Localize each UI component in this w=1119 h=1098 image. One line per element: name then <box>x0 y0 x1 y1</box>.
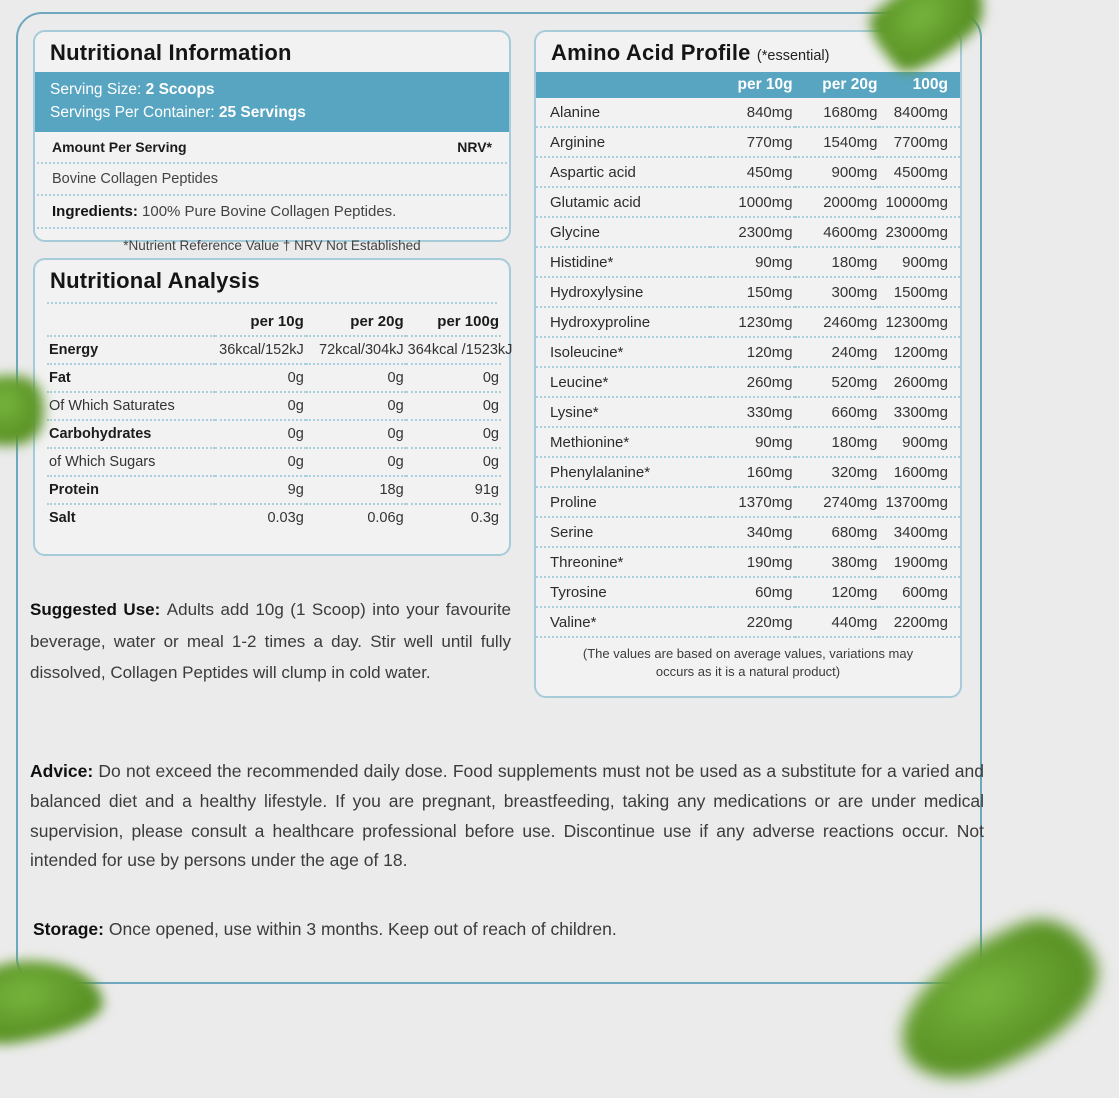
table-row <box>47 336 501 364</box>
table-row <box>536 577 960 607</box>
table-row <box>536 547 960 577</box>
amino-acid-name: Alanine <box>536 98 710 127</box>
analysis-header-per100g: per 100g <box>406 308 501 336</box>
nutrient-value: 0g <box>306 448 406 476</box>
amino-acid-value: 7700mg <box>879 127 960 157</box>
table-row <box>536 457 960 487</box>
amino-acid-value: 2000mg <box>795 187 880 217</box>
storage-paragraph <box>33 919 963 940</box>
analysis-header-per20g: per 20g <box>306 308 406 336</box>
amino-acid-value: 150mg <box>710 277 795 307</box>
nutritional-analysis-title: Nutritional Analysis <box>50 268 260 293</box>
nutrient-label: Fat <box>47 364 215 392</box>
amino-acid-value: 300mg <box>795 277 880 307</box>
nutrient-value: 0g <box>306 364 406 392</box>
amino-acid-name: Arginine <box>536 127 710 157</box>
table-row <box>536 98 960 127</box>
table-row <box>536 607 960 637</box>
amino-acid-table <box>536 72 960 638</box>
analysis-header-empty <box>47 308 215 336</box>
amino-table-body <box>536 98 960 637</box>
amino-acid-value: 120mg <box>710 337 795 367</box>
nutrient-value: 364kcal /1523kJ <box>406 336 501 364</box>
amino-acid-name: Hydroxyproline <box>536 307 710 337</box>
amino-acid-value: 120mg <box>795 577 880 607</box>
table-row <box>536 337 960 367</box>
serving-info-band <box>35 72 509 132</box>
table-row <box>536 367 960 397</box>
amino-acid-value: 4600mg <box>795 217 880 247</box>
amino-acid-value: 320mg <box>795 457 880 487</box>
nutrient-value: 0g <box>215 364 306 392</box>
amino-acid-value: 2740mg <box>795 487 880 517</box>
amino-acid-value: 900mg <box>795 157 880 187</box>
amino-acid-name: Tyrosine <box>536 577 710 607</box>
nutrient-value: 36kcal/152kJ <box>215 336 306 364</box>
amino-acid-value: 900mg <box>879 427 960 457</box>
amino-acid-value: 180mg <box>795 427 880 457</box>
servings-per-container-line: Servings Per Container: 25 Servings <box>50 104 306 122</box>
storage-label: Storage: <box>33 919 109 939</box>
amino-acid-value: 900mg <box>879 247 960 277</box>
collagen-peptides-row: Bovine Collagen Peptides <box>37 164 507 196</box>
amino-acid-value: 600mg <box>879 577 960 607</box>
nutrient-value: 9g <box>215 476 306 504</box>
table-row <box>536 307 960 337</box>
amino-acid-value: 8400mg <box>879 98 960 127</box>
serving-size-line: Serving Size: 2 Scoops <box>50 81 215 98</box>
amino-acid-value: 90mg <box>710 247 795 277</box>
table-row <box>536 517 960 547</box>
nutrient-value: 0.03g <box>267 510 304 526</box>
amino-acid-profile-panel <box>534 30 962 698</box>
nutrient-label: Energy <box>47 336 215 364</box>
amino-acid-value: 770mg <box>710 127 795 157</box>
nutritional-analysis-table <box>47 308 513 531</box>
amino-acid-value: 2600mg <box>879 367 960 397</box>
table-row <box>536 247 960 277</box>
amino-acid-value: 520mg <box>795 367 880 397</box>
title-divider <box>47 302 497 304</box>
amino-acid-value: 260mg <box>710 367 795 397</box>
nutrient-value: 0g <box>406 448 501 476</box>
essential-note: (*essential) <box>756 48 830 64</box>
table-row <box>536 127 960 157</box>
table-row <box>536 487 960 517</box>
analysis-header-per10g: per 10g <box>215 308 306 336</box>
analysis-table-body <box>47 336 513 531</box>
table-row <box>47 420 501 448</box>
advice-label: Advice: <box>30 761 99 781</box>
amino-acid-value: 1600mg <box>879 457 960 487</box>
suggested-use-paragraph <box>30 594 511 689</box>
nutrient-label: Salt <box>49 510 76 526</box>
table-row <box>47 364 501 392</box>
nutrient-value: 18g <box>306 476 406 504</box>
amino-acid-name: Proline <box>536 487 710 517</box>
amino-acid-value: 660mg <box>795 397 880 427</box>
amino-acid-name: Leucine* <box>536 367 710 397</box>
nutrient-value: 0g <box>406 392 501 420</box>
amino-acid-value: 160mg <box>710 457 795 487</box>
amino-header-empty <box>536 72 710 98</box>
amino-acid-value: 23000mg <box>879 217 960 247</box>
table-row <box>536 217 960 247</box>
amino-acid-value: 240mg <box>795 337 880 367</box>
amino-acid-name: Hydroxylysine <box>536 277 710 307</box>
nutrient-value: 0g <box>215 392 306 420</box>
amino-acid-value: 840mg <box>710 98 795 127</box>
table-row <box>47 392 501 420</box>
amino-acid-value: 440mg <box>795 607 880 637</box>
amino-acid-value: 1680mg <box>795 98 880 127</box>
amino-acid-value: 1230mg <box>710 307 795 337</box>
nutrient-value: 91g <box>406 476 501 504</box>
amino-acid-name: Lysine* <box>536 397 710 427</box>
nutrient-label: of Which Sugars <box>47 448 215 476</box>
nrv-footnote: *Nutrient Reference Value † NRV Not Established <box>123 237 421 253</box>
advice-paragraph <box>30 757 984 876</box>
suggested-use-text: Adults add 10g (1 Scoop) into your favourite beverage, water or meal 1-2 times a day. Stir well until fully dissolved, Collagen Peptides will clump in cold water. <box>30 600 511 683</box>
amount-per-serving-label: Amount Per Serving <box>52 138 187 155</box>
amino-acid-name: Serine <box>536 517 710 547</box>
table-row <box>536 277 960 307</box>
advice-text: Do not exceed the recommended daily dose. Food supplements must not be used as a substitute for a varied and balanced diet and a healthy lifestyle. If you are pregnant, breastfeeding, taking any medications or are under medical supervision, please consult a healthcare professional before use. Discontinue use if any adverse reactions occur. Not intended for use by persons under the age of 18. <box>30 761 984 871</box>
nutritional-information-title: Nutritional Information <box>50 40 292 65</box>
amino-acid-name: Methionine* <box>536 427 710 457</box>
table-row <box>47 448 501 476</box>
amino-acid-value: 1200mg <box>879 337 960 367</box>
nutrient-value: 0g <box>215 448 306 476</box>
amino-acid-value: 450mg <box>710 157 795 187</box>
amino-header-per10g: per 10g <box>710 72 795 98</box>
amino-acid-name: Valine* <box>536 607 710 637</box>
amino-acid-value: 3300mg <box>879 397 960 427</box>
nutrient-value: 0.06g <box>367 510 404 526</box>
table-row <box>47 504 501 531</box>
nutrient-value: 0g <box>306 392 406 420</box>
suggested-use-label: Suggested Use: <box>30 600 167 619</box>
amino-acid-value: 380mg <box>795 547 880 577</box>
amino-header-100g: 100g <box>879 72 960 98</box>
amino-acid-name: Isoleucine* <box>536 337 710 367</box>
amino-acid-name: Aspartic acid <box>536 157 710 187</box>
amino-footnote: (The values are based on average values, variations may occurs as it is a natural product) <box>582 646 914 680</box>
amino-acid-name: Histidine* <box>536 247 710 277</box>
amino-acid-value: 90mg <box>710 427 795 457</box>
nutritional-analysis-panel <box>33 258 511 556</box>
amino-acid-value: 1000mg <box>710 187 795 217</box>
amino-acid-value: 340mg <box>710 517 795 547</box>
amino-acid-value: 2460mg <box>795 307 880 337</box>
amino-acid-value: 4500mg <box>879 157 960 187</box>
nutrient-value: 72kcal/304kJ <box>306 336 406 364</box>
amino-acid-value: 12300mg <box>879 307 960 337</box>
amino-acid-value: 1540mg <box>795 127 880 157</box>
nutritional-information-panel <box>33 30 511 253</box>
amino-acid-value: 2300mg <box>710 217 795 247</box>
amino-header-per20g: per 20g <box>795 72 880 98</box>
table-row <box>536 157 960 187</box>
table-row <box>536 427 960 457</box>
amino-acid-name: Threonine* <box>536 547 710 577</box>
storage-text: Once opened, use within 3 months. Keep out of reach of children. <box>108 919 617 939</box>
amino-acid-name: Glycine <box>536 217 710 247</box>
amino-acid-value: 1500mg <box>879 277 960 307</box>
nutrient-label: Of Which Saturates <box>47 392 215 420</box>
amino-acid-value: 1370mg <box>710 487 795 517</box>
amino-acid-name: Phenylalanine* <box>536 457 710 487</box>
nutrient-label: Carbohydrates <box>47 420 215 448</box>
nrv-label: NRV* <box>457 138 492 155</box>
amino-acid-value: 180mg <box>795 247 880 277</box>
amino-acid-value: 220mg <box>710 607 795 637</box>
table-row <box>536 397 960 427</box>
nutrient-value: 0g <box>306 420 406 448</box>
nutrient-value: 0g <box>215 420 306 448</box>
amino-acid-value: 10000mg <box>879 187 960 217</box>
table-row <box>47 476 501 504</box>
nutrient-label: Protein <box>47 476 215 504</box>
amino-acid-value: 680mg <box>795 517 880 547</box>
amino-acid-value: 2200mg <box>879 607 960 637</box>
nutrient-value: 0.3g <box>470 510 499 526</box>
amino-acid-name: Glutamic acid <box>536 187 710 217</box>
amino-acid-value: 60mg <box>710 577 795 607</box>
nutrient-value: 0g <box>406 364 501 392</box>
amino-acid-value: 330mg <box>710 397 795 427</box>
analysis-header-row <box>47 308 501 336</box>
amino-acid-value: 190mg <box>710 547 795 577</box>
amount-per-serving-row <box>37 132 507 164</box>
amino-acid-value: 3400mg <box>879 517 960 547</box>
amino-header-row <box>536 72 960 98</box>
nutrient-value: 0g <box>406 420 501 448</box>
table-row <box>536 187 960 217</box>
ingredients-row: Ingredients: 100% Pure Bovine Collagen Peptides. <box>37 196 507 229</box>
amino-acid-value: 1900mg <box>879 547 960 577</box>
ingredients-label: Ingredients: <box>52 202 143 220</box>
amino-acid-profile-title: Amino Acid Profile (*essential) <box>551 40 830 65</box>
amino-acid-value: 13700mg <box>879 487 960 517</box>
